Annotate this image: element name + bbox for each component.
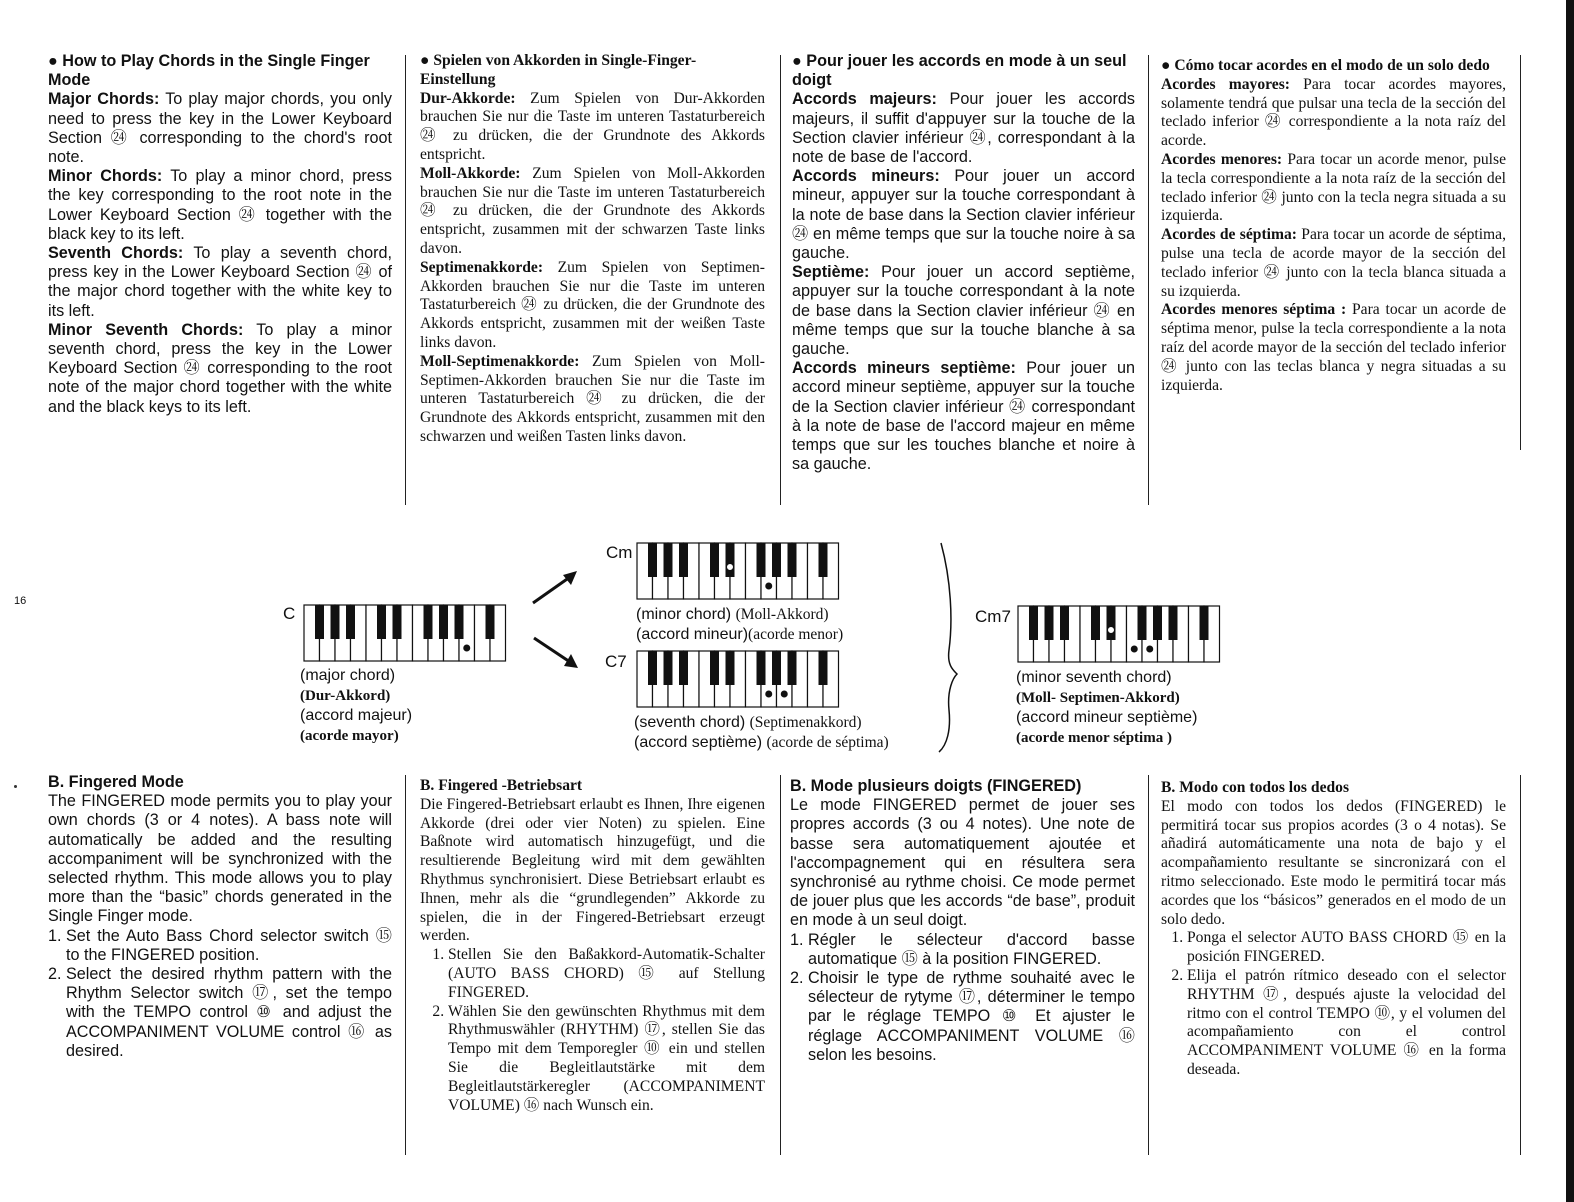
- text-minor-seventh: Para tocar un acorde de séptima menor, pulse la tecla correspondiente a la nota raíz del acorde mayor de la sección del teclado inferior ㉔ junto con las teclas blanca y negra situadas a su izquierda.: [1161, 301, 1506, 394]
- keyboard-cm7: [1017, 605, 1222, 663]
- step-1: 1. Set the Auto Bass Chord selector switch ⑮ to the FINGERED position.: [66, 927, 392, 965]
- black-key: [486, 605, 495, 639]
- label-minor: Minor Chords:: [48, 167, 163, 186]
- black-key: [757, 651, 766, 685]
- text-seventh: Para tocar un acorde de séptima, pulse una tecla de acorde mayor de la sección del teclado inferior ㉔ junto con la tecla blanca situada a su izquierda.: [1161, 226, 1507, 300]
- page-edge: [1566, 0, 1574, 1202]
- text-major: Pour jouer les accords majeurs, il suffit d'appuyer sur la touche de la Section clavier inférieur ㉔, correspondant à la note de base de l'accord.: [792, 90, 1135, 167]
- step-1: 1. Régler le sélecteur d'accord basse automatique ⑮ à la position FINGERED.: [808, 931, 1135, 969]
- pressed-key-dot: [1146, 646, 1153, 653]
- section-de-fingered: [420, 777, 765, 1115]
- divider: [1148, 775, 1149, 1155]
- text-minor-seventh: Pour jouer un accord mineur septième, appuyer sur la touche de la Section clavier inférieur ㉔ correspondant à la note de base de l'accord majeur en même temps que sur les touches blanche et noire à sa gauche.: [792, 359, 1136, 474]
- caption-c-es: (acorde mayor): [300, 728, 399, 744]
- step-2: 2. Elija el patrón rítmico deseado con el selector RHYTHM ⑰, después ajuste la velocidad del ritmo con el control TEMPO ⑩, y el volumen del acompañamiento con el control ACCOMPANIMENT VOLUME ⑯ en la forma deseada.: [1187, 967, 1506, 1080]
- caption-cm-de: (Moll-Akkord): [735, 606, 829, 623]
- margin-dot: [14, 785, 17, 788]
- section-title: B. Modo con todos los dedos: [1161, 779, 1350, 796]
- pressed-black-key-marker: [727, 564, 734, 571]
- black-key: [315, 605, 324, 639]
- black-key: [710, 651, 719, 685]
- black-key: [788, 543, 797, 577]
- black-key: [1200, 606, 1209, 640]
- black-key: [455, 605, 464, 639]
- caption-c7-es: (acorde de séptima): [766, 734, 889, 751]
- black-key: [331, 605, 340, 639]
- text-minor: To play a minor chord, press the key corresponding to the root note in the Lower Keyboard Section ㉔ together with the black key to its left.: [48, 167, 392, 243]
- black-key: [726, 543, 735, 577]
- black-key: [664, 543, 673, 577]
- caption-c7-de: (Septimenakkord): [749, 714, 862, 731]
- caption-cm: [636, 605, 843, 645]
- caption-cm-en: (minor chord): [636, 606, 736, 623]
- pressed-key-dot: [765, 691, 772, 698]
- divider: [1520, 55, 1521, 450]
- keyboard-c7-keys: [637, 651, 839, 707]
- caption-cm7-fr: (accord mineur septième): [1016, 709, 1198, 726]
- paragraph: Die Fingered-Betriebsart erlaubt es Ihnen, Ihre eigenen Akkorde (drei oder vier Noten) zu spielen. Eine Baßnote wird automatisch hinzugefügt, und die resultierende Begleitung wird mit dem gewählten Rhythmus synchronisiert. Diese Betriebsart erlaubt es Ihnen, mehr als die “grundlegenden” Akkorde zu spielen, die in der Fingered-Betriebsart erzeugt werden.: [420, 795, 765, 945]
- pressed-key-dot: [765, 583, 772, 590]
- label-minor-seventh: Minor Seventh Chords:: [48, 320, 244, 339]
- black-key: [346, 605, 355, 639]
- label-minor-seventh: Acordes menores séptima :: [1161, 301, 1347, 319]
- black-key: [1029, 606, 1038, 640]
- black-key: [1153, 606, 1162, 640]
- black-key: [819, 651, 828, 685]
- label-minor-seventh: Accords mineurs septième:: [792, 359, 1016, 378]
- keyboard-c7: [636, 650, 841, 708]
- text-minor: Pour jouer un accord mineur, appuyer sur la touche correspondant à la note de base dans la Section clavier inférieur ㉔ en même temps que sur la touche noire à sa gauche.: [792, 167, 1135, 263]
- black-key: [648, 651, 657, 685]
- text-major: Para tocar acordes mayores, solamente tendrá que pulsar una tecla de la sección del teclado inferior ㉔ correspondiente a la nota raíz del acorde.: [1161, 75, 1506, 150]
- black-key: [726, 651, 735, 685]
- black-key: [393, 605, 402, 639]
- arrow-up-icon: [525, 565, 585, 610]
- step-1: 1. Ponga el selector AUTO BASS CHORD ⑮ en la posición FINGERED.: [1187, 929, 1506, 967]
- caption-c-en: (major chord): [300, 667, 396, 684]
- pressed-key-dot: [463, 645, 470, 652]
- label-minor: Moll-Akkorde:: [420, 164, 521, 182]
- divider: [1148, 55, 1149, 505]
- divider: [405, 775, 406, 1155]
- section-es-fingered: [1161, 779, 1506, 1080]
- step-2: 2. Select the desired rhythm pattern with the Rhythm Selector switch ⑰, set the tempo with the TEMPO control ⑩ and adjust the ACCOMPANIMENT VOLUME control ⑯ as desired.: [66, 965, 392, 1061]
- text-major: Zum Spielen von Dur-Akkorden brauchen Sie nur die Taste im unteren Tastaturbereich ㉔ zu drücken, die der Grundnote des Akkords entspricht.: [420, 89, 765, 163]
- paragraph: The FINGERED mode permits you to play your own chords (3 or 4 notes). A bass note will automatically be added and the resulting accompaniment will be synchronized with the selected rhythm. This mode allows you to play more than the “basic” chords generated in the Single Finger mode.: [48, 792, 392, 926]
- step-1: 1. Stellen Sie den Baßakkord-Automatik-Schalter (AUTO BASS CHORD) ⑮ auf Stellung FINGERED.: [448, 946, 765, 1002]
- chord-label-cm7: Cm7: [975, 607, 1011, 626]
- label-major: Major Chords:: [48, 90, 160, 109]
- black-key: [424, 605, 433, 639]
- text-minor: Para tocar un acorde menor, pulse la tecla correspondiente a la nota raíz de la sección del teclado inferior ㉔ junto con la tecla negra situada a su izquierda.: [1161, 150, 1506, 225]
- section-en-single-finger: [48, 52, 392, 417]
- caption-cm-fr: (accord mineur): [636, 626, 749, 643]
- keyboard-cm7-keys: [1018, 606, 1220, 662]
- label-minor: Acordes menores:: [1161, 150, 1283, 168]
- black-key: [819, 543, 828, 577]
- chord-label-c7: C7: [605, 652, 627, 671]
- caption-c: [300, 666, 412, 746]
- label-seventh: Seventh Chords:: [48, 244, 184, 263]
- brace-icon: [935, 540, 965, 755]
- keyboard-cm-keys: [637, 543, 839, 599]
- paragraph: Le mode FINGERED permet de jouer ses propres accords (3 ou 4 notes). Une note de basse sera automatiquement ajoutée et l'accompagnement qui en résultera sera synchronisé au rythme choisi. Ce mode permet de jouer plus que les accords “de base”, produit en mode à un seul doigt.: [790, 796, 1135, 930]
- pressed-key-dot: [1131, 646, 1138, 653]
- black-key: [1138, 606, 1147, 640]
- black-key: [679, 651, 688, 685]
- section-title: B. Fingered -Betriebsart: [420, 777, 583, 794]
- section-title: ● How to Play Chords in the Single Finger Mode: [48, 52, 370, 90]
- caption-cm7-de: (Moll- Septimen-Akkord): [1016, 690, 1180, 706]
- text-minor-seventh: To play a minor seventh chord, press the key in the Lower Keyboard Section ㉔ corresponding to the root note of the major chord together with the white and the black keys to its left.: [48, 320, 392, 416]
- black-key: [788, 651, 797, 685]
- caption-c7-fr: (accord septième): [634, 734, 767, 751]
- black-key: [1091, 606, 1100, 640]
- black-key: [679, 543, 688, 577]
- step-2: 2. Wählen Sie den gewünschten Rhythmus mit dem Rhythmuswähler (RHYTHM) ⑰, stellen Sie das Tempo mit dem Temporegler ⑩ ein und stellen Sie die Begleitlautstärke mit dem Begleitlautstärkeregler (ACCOMPANIMENT VOLUME) ⑯ nach Wunsch ein.: [448, 1003, 765, 1116]
- arrow-down-icon: [528, 632, 588, 677]
- caption-cm-es: (acorde menor): [748, 626, 844, 643]
- caption-cm7-es: (acorde menor séptima ): [1016, 730, 1172, 746]
- black-key: [757, 543, 766, 577]
- text-major: To play major chords, you only need to press the key in the Lower Keyboard Section ㉔ corresponding to the chord's root note.: [48, 90, 393, 167]
- section-de-single-finger: [420, 52, 765, 447]
- pressed-key-dot: [781, 691, 788, 698]
- text-seventh: To play a seventh chord, press key in the Lower Keyboard Section ㉔ of the major chord together with the white key to its left.: [48, 244, 392, 320]
- black-key: [772, 543, 781, 577]
- black-key: [664, 651, 673, 685]
- label-major: Dur-Akkorde:: [420, 89, 516, 107]
- black-key: [772, 651, 781, 685]
- page-number: 16: [14, 595, 27, 607]
- divider: [1520, 775, 1521, 1155]
- black-key: [710, 543, 719, 577]
- text-seventh: Pour jouer un accord septième, appuyer sur la touche correspondant à la note de base dans la Section clavier inférieur ㉔ en même temps que sur la touche blanche à sa gauche.: [792, 263, 1135, 359]
- caption-c-de: (Dur-Akkord): [300, 688, 391, 704]
- section-title: B. Mode plusieurs doigts (FINGERED): [790, 777, 1082, 795]
- section-title: B. Fingered Mode: [48, 773, 184, 791]
- caption-c-fr: (accord majeur): [300, 707, 413, 724]
- section-title: ● Pour jouer les accords en mode à un seul doigt: [792, 52, 1127, 90]
- section-es-single-finger: [1161, 57, 1506, 395]
- section-title: ● Cómo tocar acordes en el modo de un solo dedo: [1161, 57, 1490, 74]
- black-key: [439, 605, 448, 639]
- label-seventh: Septimenakkorde:: [420, 258, 544, 276]
- text-minor-seventh: Zum Spielen von Moll-Septimen-Akkorden brauchen Sie nur die Taste im unteren Tastaturbereich ㉔ zu drücken, die der Grundnote des Akkords entspricht, zusammen mit den schwarzen und weißen Tasten links davon.: [420, 352, 765, 445]
- black-key: [648, 543, 657, 577]
- section-fr-fingered: [790, 777, 1135, 1065]
- text-minor: Zum Spielen von Moll-Akkorden brauchen Sie nur die Taste im unteren Tastaturbereich ㉔ zu drücken, die der Grundnote des Akkords entspricht, zusammen mit der schwarzen Taste links davon.: [420, 164, 765, 257]
- section-fr-single-finger: [792, 52, 1135, 474]
- keyboard-c-keys: [304, 605, 506, 661]
- label-major: Acordes mayores:: [1161, 75, 1290, 93]
- section-en-fingered: [48, 773, 392, 1061]
- black-key: [1045, 606, 1054, 640]
- chord-label-cm: Cm: [606, 543, 633, 562]
- black-key: [1107, 606, 1116, 640]
- black-key: [377, 605, 386, 639]
- caption-c7-en: (seventh chord): [634, 714, 750, 731]
- label-minor-seventh: Moll-Septimenakkorde:: [420, 352, 580, 370]
- caption-cm7-en: (minor seventh chord): [1016, 669, 1172, 686]
- label-seventh: Septième:: [792, 263, 870, 282]
- paragraph: El modo con todos los dedos (FINGERED) le permitirá tocar sus propios acordes (3 o 4 notas). Se añadirá automáticamente una nota de bajo y el acompañamiento resultante se sincronizará con el ritmo seleccionado. Este modo le permitirá tocar más acordes que los “básicos” generados en el modo de un solo dedo.: [1161, 797, 1506, 928]
- step-2: 2. Choisir le type de rythme souhaité avec le sélecteur de rytyme ⑰, déterminer le tempo par le réglage TEMPO ⑩ Et ajuster le réglage ACCOMPANIMENT VOLUME ⑯ selon les besoins.: [808, 969, 1135, 1065]
- divider: [780, 775, 781, 1155]
- text-seventh: Zum Spielen von Septimen-Akkorden brauchen Sie nur die Taste im unteren Tastaturbereich ㉔ zu drücken, die der Grundnote des Akkords entspricht, zusammen mit der weißen Taste links davon.: [420, 258, 765, 351]
- label-major: Accords majeurs:: [792, 90, 937, 109]
- label-seventh: Acordes de séptima:: [1161, 226, 1297, 244]
- divider: [780, 55, 781, 505]
- keyboard-cm: [636, 542, 841, 600]
- caption-cm7: [1016, 668, 1197, 748]
- black-key: [1060, 606, 1069, 640]
- divider: [405, 55, 406, 505]
- black-key: [1169, 606, 1178, 640]
- section-title: ● Spielen von Akkorden in Single-Finger-Einstellung: [420, 52, 697, 88]
- caption-c7: [634, 713, 889, 753]
- pressed-black-key-marker: [1108, 627, 1115, 634]
- keyboard-c: [303, 604, 508, 662]
- label-minor: Accords mineurs:: [792, 167, 940, 186]
- chord-label-c: C: [283, 604, 296, 623]
